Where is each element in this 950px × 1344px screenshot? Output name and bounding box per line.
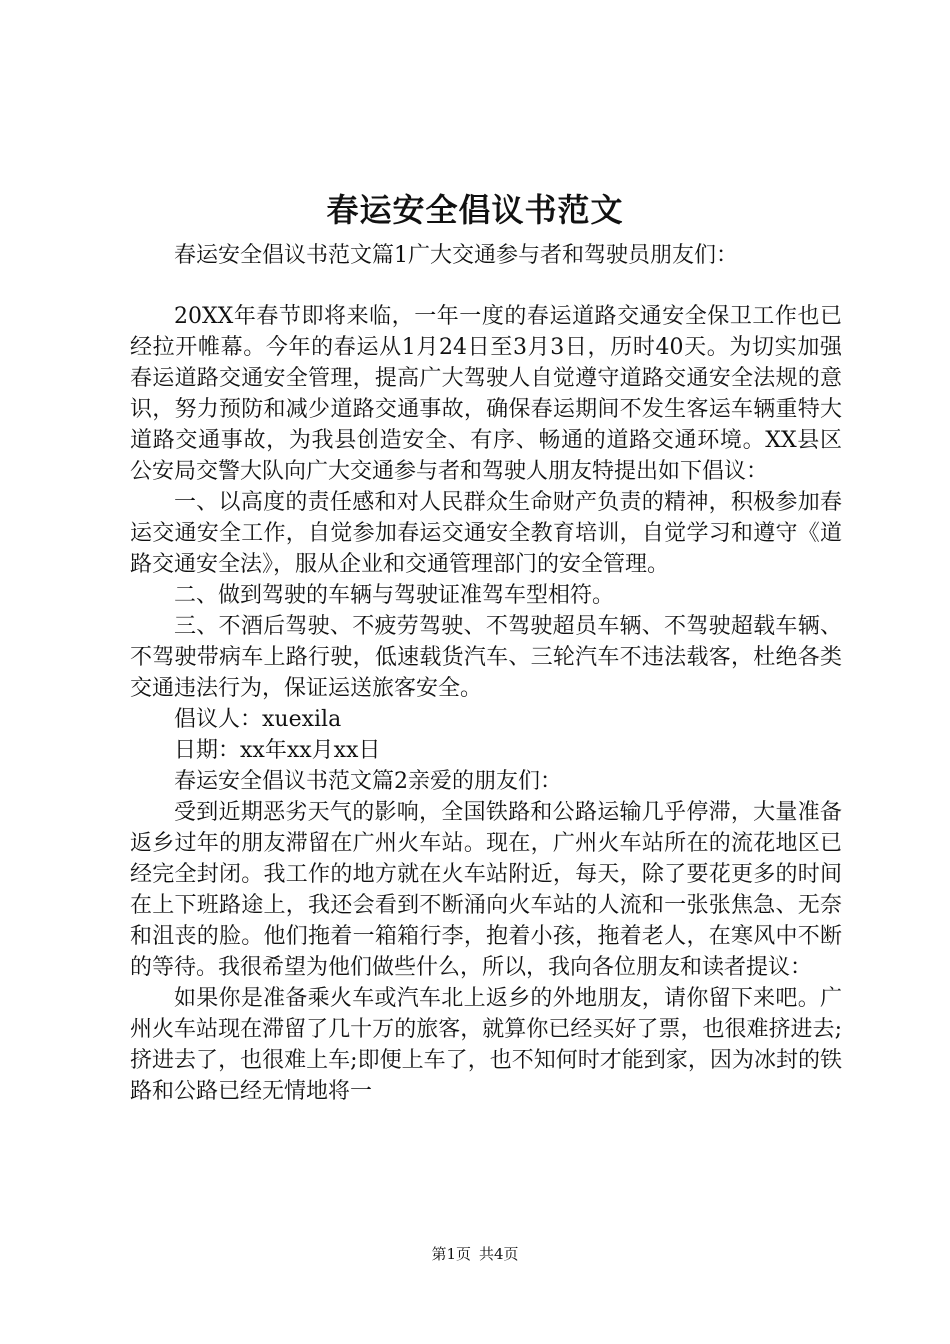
- paragraph-intro-2: 春运安全倡议书范文篇2亲爱的朋友们：: [174, 769, 562, 794]
- paragraph: 二、做到驾驶的车辆与驾驶证准驾车型相符。: [174, 583, 615, 608]
- signer-line: 倡议人：xuexila: [174, 707, 342, 732]
- document-body: [130, 240, 842, 1107]
- paragraph: 20XX年春节即将来临，一年一度的春运道路交通安全保卫工作也已经拉开帷幕。今年的春运从1月24日至3月3日，历时40天。为切实加强春运道路交通安全管理，提高广大驾驶人自觉遵守道路交通安全法规的意识，努力预防和减少道路交通事故，确保春运期间不发生客运车辆重特大道路交通事故，为我县创造安全、有序、畅通的道路交通环境。XX县区公安局交警大队向广大交通参与者和驾驶人朋友特提出如下倡议：: [130, 304, 842, 484]
- paragraph: 如果你是准备乘火车或汽车北上返乡的外地朋友，请你留下来吧。广州火车站现在滞留了几十万的旅客，就算你已经买好了票，也很难挤进去;挤进去了，也很难上车;即便上车了，也不知何时才能到家，因为冰封的铁路和公路已经无情地将一: [130, 986, 842, 1104]
- paragraph: 三、不酒后驾驶、不疲劳驾驶、不驾驶超员车辆、不驾驶超载车辆、不驾驶带病车上路行驶，低速载货汽车、三轮汽车不违法载客，杜绝各类交通违法行为，保证运送旅客安全。: [130, 614, 842, 701]
- page-total: 共4页: [479, 1245, 519, 1263]
- document-title: 春运安全倡议书范文: [326, 191, 624, 229]
- paragraph: 一、以高度的责任感和对人民群众生命财产负责的精神，积极参加春运交通安全工作，自觉参加春运交通安全教育培训，自觉学习和遵守《道路交通安全法》，服从企业和交通管理部门的安全管理。: [130, 490, 842, 577]
- paragraph-intro-1: 春运安全倡议书范文篇1广大交通参与者和驾驶员朋友们：: [174, 243, 738, 268]
- paragraph: 受到近期恶劣天气的影响，全国铁路和公路运输几乎停滞，大量准备返乡过年的朋友滞留在广州火车站。现在，广州火车站所在的流花地区已经完全封闭。我工作的地方就在火车站附近，每天，除了要花更多的时间在上下班路途上，我还会看到不断涌向火车站的人流和一张张焦急、无奈和沮丧的脸。他们拖着一箱箱行李，抱着小孩，拖着老人，在寒风中不断的等待。我很希望为他们做些什么，所以，我向各位朋友和读者提议：: [130, 800, 842, 980]
- page-footer: [0, 1244, 950, 1264]
- paragraph-gap: [130, 271, 842, 301]
- date-line: 日期：xx年xx月xx日: [174, 738, 381, 763]
- page-number: 第1页: [431, 1245, 471, 1263]
